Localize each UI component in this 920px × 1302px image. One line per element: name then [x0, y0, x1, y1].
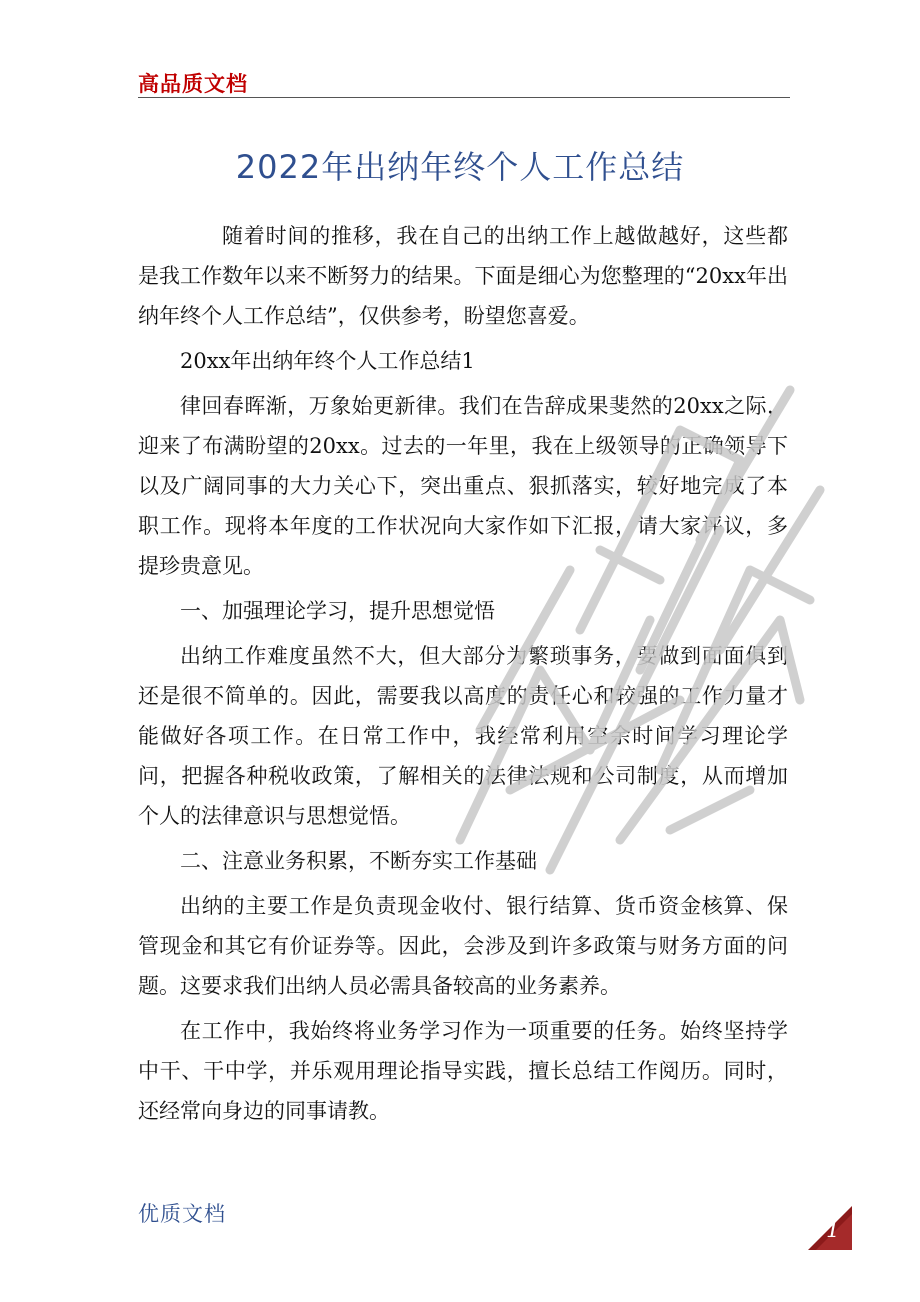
body-paragraph: 在工作中，我始终将业务学习作为一项重要的任务。始终坚持学中干、干中学，并乐观用理论指导实践，擅长总结工作阅历。同时，还经常向身边的同事请教。 — [138, 1019, 788, 1123]
subheading-theory: 一、加强理论学习，提升思想觉悟 — [180, 599, 495, 623]
page-number: 1 — [826, 1218, 840, 1243]
header-label: 高品质文档 — [138, 72, 248, 96]
section-heading-1: 20xx年出纳年终个人工作总结1 — [180, 349, 475, 373]
body-paragraph: 律回春晖渐，万象始更新律。我们在告辞成果斐然的20xx之际，迎来了布满盼望的20xx。过去的一年里，我在上级领导的正确领导下以及广阔同事的大力关心下，突出重点、狠抓落实，较好地完成了本职工作。现将本年度的工作状况向大家作如下汇报，请大家评议，多提珍贵意见。 — [138, 394, 788, 578]
body-paragraph: 出纳的主要工作是负责现金收付、银行结算、货币资金核算、保管现金和其它有价证券等。因此，会涉及到许多政策与财务方面的问题。这要求我们出纳人员必需具备较高的业务素养。 — [138, 894, 788, 998]
subheading-business: 二、注意业务积累，不断夯实工作基础 — [180, 849, 537, 873]
body-paragraph: 出纳工作难度虽然不大，但大部分为繁琐事务，要做到面面俱到还是很不简单的。因此，需要我以高度的责任心和较强的工作力量才能做好各项工作。在日常工作中，我经常利用空余时间学习理论学问，把握各种税收政策，了解相关的法律法规和公司制度，从而增加个人的法律意识与思想觉悟。 — [138, 644, 788, 828]
document-title: 2022年出纳年终个人工作总结 — [235, 148, 685, 186]
header-divider — [138, 97, 790, 98]
intro-paragraph: 随着时间的推移，我在自己的出纳工作上越做越好，这些都是我工作数年以来不断努力的结果。下面是细心为您整理的“20xx年出纳年终个人工作总结”，仅供参考，盼望您喜爱。 — [138, 224, 788, 328]
footer-label: 优质文档 — [138, 1202, 226, 1226]
document-body — [138, 216, 788, 1136]
